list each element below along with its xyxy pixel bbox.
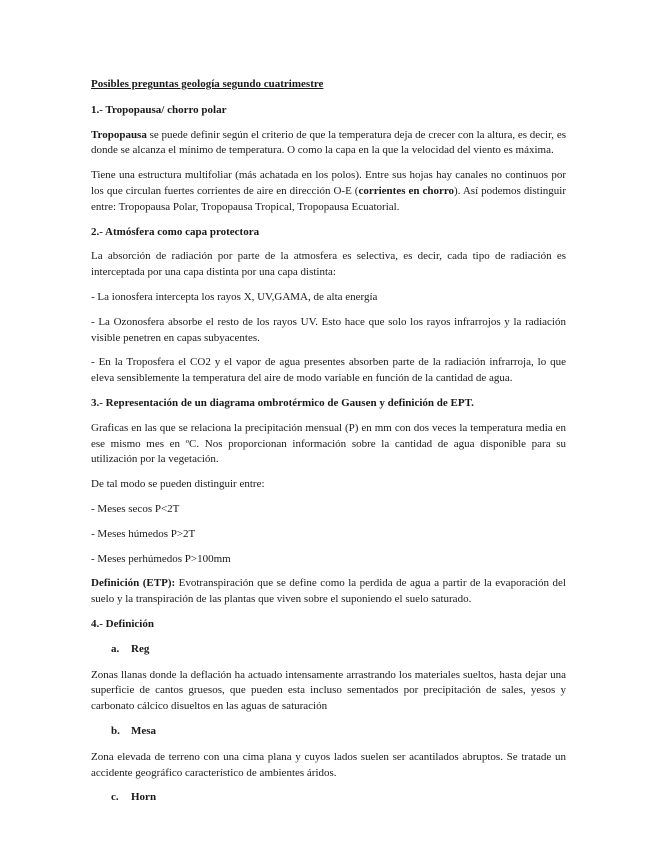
section-3-paragraph-2: De tal modo se pueden distinguir entre:: [91, 478, 265, 491]
section-2-paragraph-1: La absorción de radiación por parte de la atmosfera es selectiva, es decir, cada tipo de radiación es interceptada por una capa distinta por una capa distinta:: [91, 250, 566, 279]
subheading-mesa-term: Mesa: [131, 724, 157, 737]
section-2-bullet-1: - La ionosfera intercepta los rayos X, UV,GAMA, de alta energía: [91, 290, 378, 303]
term-definicion-etp: Definición (ETP):: [91, 577, 176, 590]
subheading-horn: [111, 790, 566, 806]
subheading-reg: [111, 642, 566, 658]
section-1-paragraph-2: [91, 168, 566, 215]
section-2-bullet-3: - En la Troposfera el CO2 y el vapor de agua presentes absorben parte de la radiación infrarroja, lo que eleva sensiblemente la temperatura del aire de modo variable en función de la cantidad de agua.: [91, 356, 566, 385]
section-3-bullet-3: - Meses perhúmedos P>100mm: [91, 552, 231, 565]
subheading-reg-term: Reg: [131, 642, 150, 655]
section-3-paragraph-1: Graficas en las que se relaciona la precipitación mensual (P) en mm con dos veces la temperatura media en ese mismo mes en ºC. Nos proporcionan información sobre la cantidad de agua disponible para su utilización por la vegetación.: [91, 421, 566, 466]
term-corrientes-en-chorro: corrientes en chorro: [358, 184, 455, 197]
section-3-definition: [91, 576, 566, 608]
section-3-heading: 3.- Representación de un diagrama ombrotérmico de Gausen y definición de EPT.: [91, 396, 474, 409]
section-1-paragraph-2-before: Tiene una estructura multifoliar (más achatada en los polos). Entre sus hojas hay canales no continuos por los que circulan fuertes corrientes de aire en dirección O-E (: [91, 169, 566, 197]
section-1-paragraph-2-after: ). Así podemos distinguir entre: Tropopausa Polar, Tropopausa Tropical, Tropopausa Ecuatorial.: [91, 184, 566, 213]
reg-definition: Zonas llanas donde la deflación ha actuado intensamente arrastrando los materiales sueltos, hasta dejar una superficie de cantos gruesos, que pueden esta incluso sementados por precipitación de sales, yesos y carbonato cálcico disueltos en las aguas de saturación: [91, 668, 566, 713]
section-3-bullet-2: - Meses húmedos P>2T: [91, 527, 196, 540]
subheading-horn-letter: c.: [111, 791, 119, 804]
subheading-mesa-letter: b.: [111, 724, 120, 737]
section-3-bullet-1: - Meses secos P<2T: [91, 502, 180, 515]
section-1-heading: 1.- Tropopausa/ chorro polar: [91, 103, 227, 116]
term-tropopausa: Tropopausa: [91, 128, 147, 141]
section-1-paragraph-1: [91, 128, 566, 160]
section-2-bullet-2: - La Ozonosfera absorbe el resto de los rayos UV. Esto hace que solo los rayos infrarrojos y la radiación visible penetren en capas subyacentes.: [91, 315, 566, 344]
subheading-horn-term: Horn: [131, 791, 157, 804]
section-4-heading: 4.- Definición: [91, 617, 154, 630]
section-2-heading: 2.- Atmósfera como capa protectora: [91, 225, 260, 238]
document-title: Posibles preguntas geología segundo cuatrimestre: [91, 78, 324, 90]
section-1-paragraph-1-text: se puede definir según el criterio de que la temperatura deja de crecer con la altura, es decir, es donde se alcanza el mínimo de temperatura. O como la capa en la que la velocidad del viento es máxima.: [91, 128, 566, 157]
subheading-mesa: [111, 724, 566, 740]
subheading-reg-letter: a.: [111, 642, 120, 655]
mesa-definition: Zona elevada de terreno con una cima plana y cuyos lados suelen ser acantilados abruptos. Se tratade un accidente geográfico característico de ambientes áridos.: [91, 750, 566, 779]
section-3-definition-text: Evotranspiración que se define como la perdida de agua a partir de la evaporación del suelo y la transpiración de las plantas que viven sobre el suponiendo el suelo saturado.: [91, 577, 566, 606]
document-body: [91, 77, 566, 816]
